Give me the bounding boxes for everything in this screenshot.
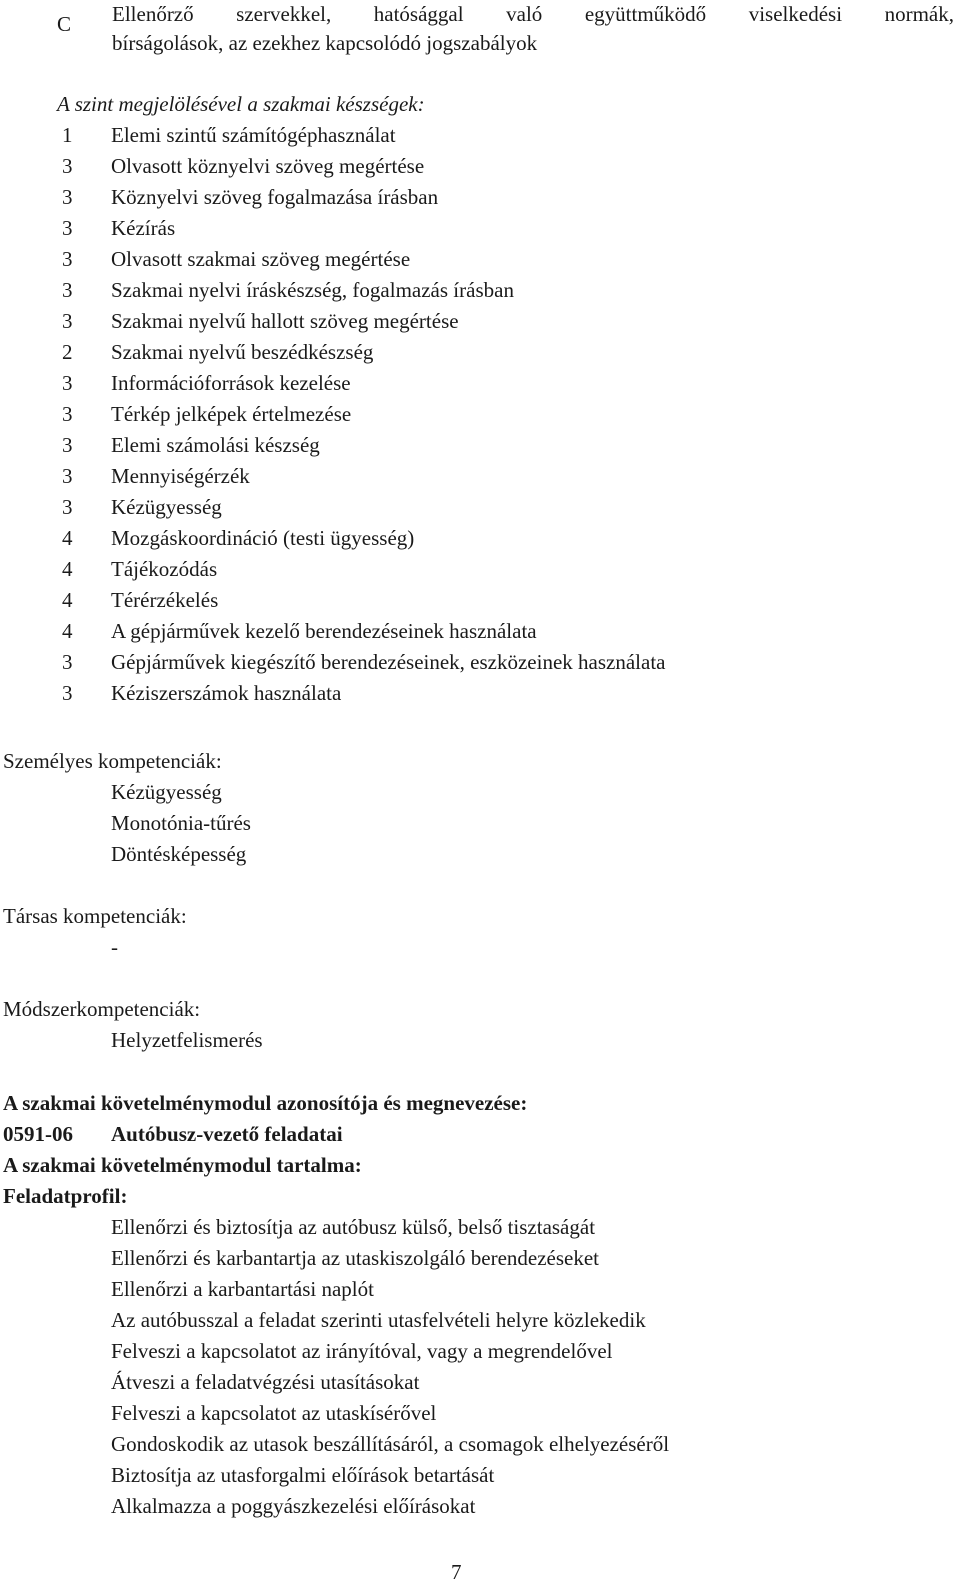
task-item: Ellenőrzi és karbantartja az utaskiszolgáló berendezéseket xyxy=(111,1246,600,1270)
skill-name: Térérzékelés xyxy=(111,588,219,612)
skill-name: Elemi szintű számítógéphasználat xyxy=(111,123,396,147)
skill-name: Tájékozódás xyxy=(111,557,218,581)
task-item: Felveszi a kapcsolatot az utaskísérővel xyxy=(111,1401,437,1425)
task-profile-heading: Feladatprofil: xyxy=(3,1184,128,1208)
module-id-heading: A szakmai követelménymodul azonosítója és megnevezése: xyxy=(3,1091,528,1115)
skill-name: Mennyiségérzék xyxy=(111,464,250,488)
skill-name: Olvasott szakmai szöveg megértése xyxy=(111,247,411,271)
personal-competency-item: Monotónia-tűrés xyxy=(111,811,251,835)
skill-level: 3 xyxy=(62,402,73,426)
task-item: Biztosítja az utasforgalmi előírások betartását xyxy=(111,1463,495,1487)
skill-name: Kézügyesség xyxy=(111,495,222,519)
skill-name: Térkép jelképek értelmezése xyxy=(111,402,352,426)
skill-level: 3 xyxy=(62,309,73,333)
module-content-heading: A szakmai követelménymodul tartalma: xyxy=(3,1153,362,1177)
task-item: Átveszi a feladatvégzési utasításokat xyxy=(111,1370,420,1394)
skill-level: 4 xyxy=(62,557,73,581)
skill-name: Mozgáskoordináció (testi ügyesség) xyxy=(111,526,415,550)
task-item: Az autóbusszal a feladat szerinti utasfelvételi helyre közlekedik xyxy=(111,1308,646,1332)
skill-name: Gépjárművek kiegészítő berendezéseinek, eszközeinek használata xyxy=(111,650,666,674)
section-letter: C xyxy=(57,12,72,36)
task-item: Gondoskodik az utasok beszállításáról, a csomagok elhelyezéséről xyxy=(111,1432,670,1456)
skill-name: A gépjárművek kezelő berendezéseinek használata xyxy=(111,619,537,643)
method-competency-item: Helyzetfelismerés xyxy=(111,1028,263,1052)
skill-name: Szakmai nyelvű beszédkészség xyxy=(111,340,374,364)
task-item: Ellenőrzi a karbantartási naplót xyxy=(111,1277,374,1301)
method-competencies-heading: Módszerkompetenciák: xyxy=(3,997,201,1021)
skill-level: 3 xyxy=(62,185,73,209)
task-item: Felveszi a kapcsolatot az irányítóval, vagy a megrendelővel xyxy=(111,1339,613,1363)
intro-text-line-1: Ellenőrző szervekkel, hatósággal való együttműködő viselkedési normák, xyxy=(112,2,954,26)
skill-level: 3 xyxy=(62,278,73,302)
module-name: Autóbusz-vezető feladatai xyxy=(111,1122,343,1146)
skill-name: Olvasott köznyelvi szöveg megértése xyxy=(111,154,425,178)
skill-level: 2 xyxy=(62,340,73,364)
skill-level: 3 xyxy=(62,371,73,395)
social-competency-item: - xyxy=(111,935,118,959)
module-code: 0591-06 xyxy=(3,1122,73,1146)
personal-competencies-heading: Személyes kompetenciák: xyxy=(3,749,222,773)
skill-level: 3 xyxy=(62,247,73,271)
social-competencies-heading: Társas kompetenciák: xyxy=(3,904,187,928)
skill-level: 3 xyxy=(62,495,73,519)
skill-level: 4 xyxy=(62,619,73,643)
skill-name: Köznyelvi szöveg fogalmazása írásban xyxy=(111,185,439,209)
skill-level: 3 xyxy=(62,650,73,674)
personal-competency-item: Döntésképesség xyxy=(111,842,247,866)
skill-name: Szakmai nyelvű hallott szöveg megértése xyxy=(111,309,459,333)
skill-level: 3 xyxy=(62,681,73,705)
skill-name: Kézírás xyxy=(111,216,176,240)
skill-level: 4 xyxy=(62,588,73,612)
skill-level: 3 xyxy=(62,433,73,457)
skill-name: Kéziszerszámok használata xyxy=(111,681,342,705)
skill-name: Információforrások kezelése xyxy=(111,371,351,395)
skill-level: 3 xyxy=(62,154,73,178)
intro-text-line-2: bírságolások, az ezekhez kapcsolódó jogszabályok xyxy=(112,31,538,55)
skill-level: 4 xyxy=(62,526,73,550)
skill-level: 3 xyxy=(62,464,73,488)
skill-name: Szakmai nyelvi íráskészség, fogalmazás írásban xyxy=(111,278,514,302)
task-item: Ellenőrzi és biztosítja az autóbusz külső, belső tisztaságát xyxy=(111,1215,596,1239)
skill-level: 1 xyxy=(62,123,73,147)
task-item: Alkalmazza a poggyászkezelési előírásokat xyxy=(111,1494,476,1518)
page-number: 7 xyxy=(451,1560,462,1584)
skill-level: 3 xyxy=(62,216,73,240)
skill-name: Elemi számolási készség xyxy=(111,433,320,457)
skills-heading: A szint megjelölésével a szakmai készségek: xyxy=(57,92,425,116)
personal-competency-item: Kézügyesség xyxy=(111,780,222,804)
